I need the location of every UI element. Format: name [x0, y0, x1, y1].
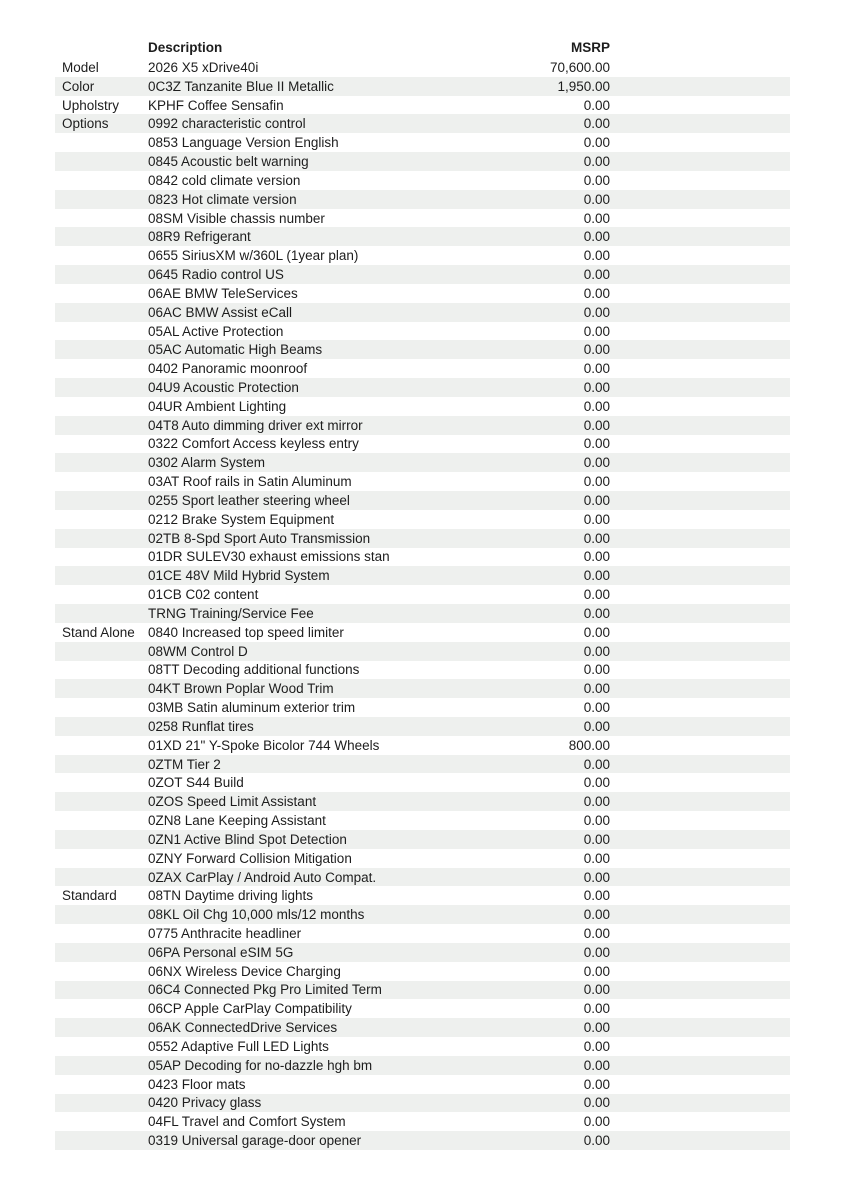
table-row: [55, 830, 790, 849]
row-description: 03MB Satin aluminum exterior trim: [148, 700, 356, 716]
row-msrp: 0.00: [583, 229, 610, 245]
row-description: 0992 characteristic control: [148, 116, 306, 132]
row-msrp: 0.00: [583, 869, 610, 885]
row-description: 0845 Acoustic belt warning: [148, 154, 309, 170]
row-msrp: 0.00: [583, 154, 610, 170]
table-row: [55, 1075, 790, 1094]
row-msrp: 0.00: [583, 700, 610, 716]
row-msrp: 0.00: [583, 379, 610, 395]
row-description: 0302 Alarm System: [148, 455, 266, 471]
table-row: [55, 1037, 790, 1056]
row-description: 08R9 Refrigerant: [148, 229, 251, 245]
table-row: [55, 943, 790, 962]
table-row: [55, 585, 790, 604]
table-row: [55, 999, 790, 1018]
description-column-header: Description: [148, 40, 223, 55]
row-description: 0258 Runflat tires: [148, 718, 254, 734]
row-msrp: 0.00: [583, 850, 610, 866]
row-description: 06CP Apple CarPlay Compatibility: [148, 1001, 352, 1017]
row-msrp: 0.00: [583, 944, 610, 960]
row-description: 0420 Privacy glass: [148, 1095, 262, 1111]
row-msrp: 0.00: [583, 511, 610, 527]
row-msrp: 0.00: [583, 587, 610, 603]
row-description: 04T8 Auto dimming driver ext mirror: [148, 417, 363, 433]
row-description: 08TN Daytime driving lights: [148, 888, 314, 904]
row-msrp: 0.00: [583, 926, 610, 941]
table-row: [55, 924, 790, 943]
row-msrp: 1,950.00: [557, 78, 610, 94]
row-msrp: 0.00: [583, 624, 610, 640]
row-category: Standard: [62, 888, 117, 904]
row-description: 05AC Automatic High Beams: [148, 342, 323, 358]
row-description: 0ZOT S44 Build: [148, 775, 244, 791]
row-msrp: 0.00: [583, 361, 610, 377]
row-msrp: 0.00: [583, 267, 610, 283]
row-description: 04U9 Acoustic Protection: [148, 379, 299, 395]
row-description: 05AL Active Protection: [148, 323, 284, 339]
row-description: 01XD 21" Y-Spoke Bicolor 744 Wheels: [148, 737, 380, 753]
row-description: 04FL Travel and Comfort System: [148, 1114, 346, 1130]
row-description: 0ZTM Tier 2: [148, 756, 221, 772]
row-msrp: 0.00: [583, 398, 610, 414]
row-msrp: 0.00: [583, 775, 610, 791]
row-description: 02TB 8-Spd Sport Auto Transmission: [148, 530, 371, 546]
row-category: Model: [62, 59, 99, 75]
msrp-column-header: MSRP: [570, 40, 610, 55]
table-row: [55, 284, 790, 303]
table-row: [55, 152, 790, 171]
row-description: 08TT Decoding additional functions: [148, 662, 360, 678]
row-msrp: 0.00: [583, 323, 610, 339]
table-row: [55, 77, 790, 96]
table-row: [55, 962, 790, 981]
row-description: TRNG Training/Service Fee: [148, 605, 314, 621]
vehicle-spec-table: [55, 37, 790, 1150]
row-description: 0840 Increased top speed limiter: [148, 624, 344, 640]
row-description: 0ZN1 Active Blind Spot Detection: [148, 831, 347, 847]
table-row: [55, 1131, 790, 1150]
table-row: [55, 736, 790, 755]
row-description: 0322 Comfort Access keyless entry: [148, 436, 359, 452]
row-msrp: 0.00: [583, 135, 610, 151]
row-description: 0ZAX CarPlay / Android Auto Compat.: [148, 869, 377, 885]
row-msrp: 0.00: [583, 1057, 610, 1073]
row-msrp: 0.00: [583, 97, 610, 113]
table-row: [55, 472, 790, 491]
row-description: 0ZNY Forward Collision Mitigation: [148, 850, 352, 866]
row-msrp: 0.00: [583, 1076, 610, 1092]
table-row: [55, 717, 790, 736]
row-msrp: 0.00: [583, 756, 610, 772]
row-description: 01CB C02 content: [148, 587, 259, 603]
row-msrp: 0.00: [583, 474, 610, 490]
table-row: [55, 792, 790, 811]
row-msrp: 0.00: [583, 492, 610, 508]
table-row: [55, 868, 790, 887]
table-row: [55, 755, 790, 774]
row-msrp: 0.00: [583, 907, 610, 923]
table-row: [55, 491, 790, 510]
table-row: [55, 209, 790, 228]
row-category: Stand Alone: [62, 624, 135, 640]
table-row: [55, 303, 790, 322]
row-description: KPHF Coffee Sensafin: [148, 97, 284, 113]
table-row: [55, 1018, 790, 1037]
row-description: 08KL Oil Chg 10,000 mls/12 months: [148, 907, 365, 923]
row-description: 0655 SiriusXM w/360L (1year plan): [148, 248, 359, 264]
row-description: 0ZN8 Lane Keeping Assistant: [148, 813, 326, 829]
row-description: 0319 Universal garage-door opener: [148, 1133, 362, 1149]
row-description: 01DR SULEV30 exhaust emissions stan: [148, 549, 390, 565]
row-description: 0C3Z Tanzanite Blue II Metallic: [148, 78, 334, 94]
row-description: 0ZOS Speed Limit Assistant: [148, 794, 317, 810]
table-row: [55, 773, 790, 792]
row-msrp: 0.00: [583, 643, 610, 659]
row-description: 08SM Visible chassis number: [148, 210, 325, 226]
row-description: 06NX Wireless Device Charging: [148, 963, 341, 979]
row-msrp: 0.00: [583, 718, 610, 734]
row-description: 0853 Language Version English: [148, 135, 339, 151]
table-row: [55, 416, 790, 435]
row-description: 06AE BMW TeleServices: [148, 285, 298, 301]
spec-table-body: [55, 58, 790, 1150]
row-msrp: 0.00: [583, 568, 610, 584]
table-row: [55, 96, 790, 115]
table-row: [55, 698, 790, 717]
row-msrp: 0.00: [583, 1095, 610, 1111]
table-row: [55, 114, 790, 133]
table-row: [55, 246, 790, 265]
row-description: 03AT Roof rails in Satin Aluminum: [148, 474, 352, 490]
row-description: 0775 Anthracite headliner: [148, 926, 302, 941]
row-description: 2026 X5 xDrive40i: [148, 59, 259, 75]
row-msrp: 0.00: [583, 1020, 610, 1036]
row-msrp: 0.00: [583, 304, 610, 320]
table-row: [55, 171, 790, 190]
row-msrp: 0.00: [583, 549, 610, 565]
table-row: [55, 227, 790, 246]
row-description: 08WM Control D: [148, 643, 248, 659]
row-description: 0255 Sport leather steering wheel: [148, 492, 350, 508]
table-row: [55, 133, 790, 152]
row-description: 0645 Radio control US: [148, 267, 284, 283]
row-msrp: 0.00: [583, 285, 610, 301]
table-row: [55, 359, 790, 378]
table-row: [55, 811, 790, 830]
row-msrp: 0.00: [583, 662, 610, 678]
row-description: 06AK ConnectedDrive Services: [148, 1020, 338, 1036]
row-description: 04UR Ambient Lighting: [148, 398, 287, 414]
row-msrp: 0.00: [583, 794, 610, 810]
table-row: [55, 397, 790, 416]
row-msrp: 0.00: [583, 1114, 610, 1130]
table-row: [55, 265, 790, 284]
row-msrp: 0.00: [583, 982, 610, 998]
row-msrp: 0.00: [583, 831, 610, 847]
row-msrp: 0.00: [583, 530, 610, 546]
row-msrp: 0.00: [583, 455, 610, 471]
row-msrp: 0.00: [583, 116, 610, 132]
table-row: [55, 340, 790, 359]
table-row: [55, 849, 790, 868]
row-msrp: 0.00: [583, 1001, 610, 1017]
table-row: [55, 378, 790, 397]
row-description: 0212 Brake System Equipment: [148, 511, 335, 527]
row-description: 05AP Decoding for no-dazzle hgh bm: [148, 1057, 373, 1073]
table-header-row: [55, 37, 790, 58]
row-description: 0823 Hot climate version: [148, 191, 297, 207]
table-row: [55, 566, 790, 585]
row-msrp: 0.00: [583, 417, 610, 433]
row-msrp: 0.00: [583, 191, 610, 207]
row-msrp: 800.00: [568, 737, 610, 753]
table-row: [55, 604, 790, 623]
row-description: 06PA Personal eSIM 5G: [148, 944, 294, 960]
row-category: Options: [62, 116, 109, 132]
row-msrp: 0.00: [583, 1038, 610, 1054]
table-row: [55, 1056, 790, 1075]
table-row: [55, 435, 790, 454]
row-msrp: 0.00: [583, 605, 610, 621]
row-description: 01CE 48V Mild Hybrid System: [148, 568, 330, 584]
table-row: [55, 679, 790, 698]
row-msrp: 0.00: [583, 813, 610, 829]
row-category: Upholstry: [62, 97, 120, 113]
row-category: Color: [62, 78, 95, 94]
row-description: 0402 Panoramic moonroof: [148, 361, 308, 377]
row-msrp: 0.00: [583, 681, 610, 697]
row-msrp: 0.00: [583, 210, 610, 226]
table-row: [55, 529, 790, 548]
row-description: 04KT Brown Poplar Wood Trim: [148, 681, 334, 697]
table-row: [55, 623, 790, 642]
table-row: [55, 642, 790, 661]
row-description: 06C4 Connected Pkg Pro Limited Term: [148, 982, 382, 998]
row-description: 06AC BMW Assist eCall: [148, 304, 293, 320]
table-row: [55, 190, 790, 209]
table-row: [55, 510, 790, 529]
row-msrp: 0.00: [583, 888, 610, 904]
row-msrp: 0.00: [583, 248, 610, 264]
table-row: [55, 1112, 790, 1131]
table-row: [55, 1094, 790, 1113]
table-row: [55, 661, 790, 680]
table-row: [55, 886, 790, 905]
row-msrp: 0.00: [583, 436, 610, 452]
row-description: 0842 cold climate version: [148, 172, 301, 188]
table-row: [55, 58, 790, 77]
row-msrp: 0.00: [583, 1133, 610, 1149]
row-description: 0552 Adaptive Full LED Lights: [148, 1038, 329, 1054]
table-row: [55, 981, 790, 1000]
row-description: 0423 Floor mats: [148, 1076, 246, 1092]
row-msrp: 70,600.00: [549, 59, 610, 75]
table-row: [55, 548, 790, 567]
table-row: [55, 905, 790, 924]
row-msrp: 0.00: [583, 963, 610, 979]
row-msrp: 0.00: [583, 172, 610, 188]
table-row: [55, 322, 790, 341]
table-row: [55, 453, 790, 472]
row-msrp: 0.00: [583, 342, 610, 358]
